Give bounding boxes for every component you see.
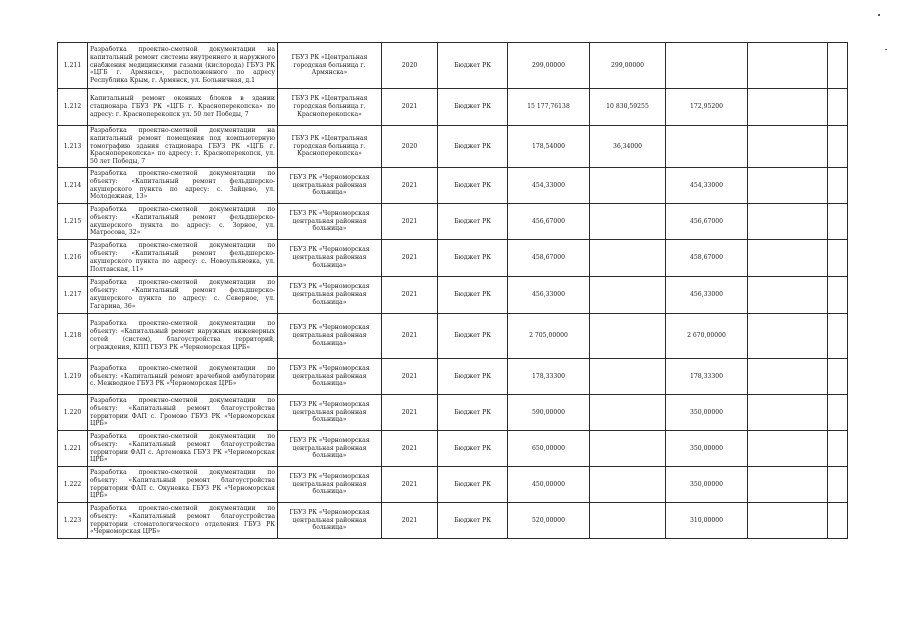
row-organization: ГБУЗ РК «Черноморская центральная районная больница»: [278, 395, 382, 431]
row-organization: ГБУЗ РК «Черноморская центральная районная больница»: [278, 467, 382, 503]
row-value-1: [590, 204, 666, 240]
row-year: 2021: [382, 314, 438, 359]
table-row: [58, 359, 848, 395]
row-value-4: [828, 168, 848, 204]
row-value-1: [590, 359, 666, 395]
row-year: 2021: [382, 277, 438, 314]
row-total: 454,33000: [508, 168, 590, 204]
row-description: Разработка проектно-сметной документации по объекту: «Капитальный ремонт фельдшерско-акушерского пункта по адресу: с. Зайцево, ул. Молодежная, 13»: [88, 168, 278, 204]
row-description: Разработка проектно-сметной документации по объекту: «Капитальный ремонт фельдшерско-акушерского пункта по адресу: с. Зорное, ул. Матросова, 32»: [88, 204, 278, 240]
row-funding-source: Бюджет РК: [438, 359, 508, 395]
row-value-4: [828, 314, 848, 359]
row-value-4: [828, 204, 848, 240]
row-year: 2021: [382, 431, 438, 467]
row-value-4: [828, 89, 848, 126]
row-value-4: [828, 240, 848, 277]
row-total: 650,00000: [508, 431, 590, 467]
row-organization: ГБУЗ РК «Черноморская центральная районная больница»: [278, 240, 382, 277]
row-organization: ГБУЗ РК «Черноморская центральная районная больница»: [278, 277, 382, 314]
row-year: 2021: [382, 467, 438, 503]
row-value-2: 456,33000: [666, 277, 748, 314]
row-value-2: 172,95200: [666, 89, 748, 126]
row-value-2: 178,33300: [666, 359, 748, 395]
row-value-3: [748, 503, 828, 539]
row-year: 2021: [382, 89, 438, 126]
row-organization: ГБУЗ РК «Черноморская центральная районная больница»: [278, 314, 382, 359]
row-description: Разработка проектно-сметной документации по объекту: «Капитальный ремонт благоустройства территории ФАП с. Громово ГБУЗ РК «Черноморская ЦРБ»: [88, 395, 278, 431]
table-row: [58, 89, 848, 126]
row-total: 299,00000: [508, 43, 590, 89]
row-description: Разработка проектно-сметной документации по объекту: «Капитальный ремонт врачебной амбулатории с. Межводное ГБУЗ РК «Черноморская ЦРБ»: [88, 359, 278, 395]
row-funding-source: Бюджет РК: [438, 503, 508, 539]
row-year: 2021: [382, 168, 438, 204]
row-value-2: 350,00000: [666, 395, 748, 431]
row-value-3: [748, 395, 828, 431]
row-description: Разработка проектно-сметной документации по объекту: «Капитальный ремонт наружных инженерных сетей (систем), благоустройства территорий, ограждения, КПП ГБУЗ РК «Черноморская ЦРБ»: [88, 314, 278, 359]
row-number: 1.220: [58, 395, 88, 431]
row-organization: ГБУЗ РК «Центральная городская больница г. Красноперекопска»: [278, 89, 382, 126]
row-value-3: [748, 359, 828, 395]
row-total: 590,00000: [508, 395, 590, 431]
row-funding-source: Бюджет РК: [438, 89, 508, 126]
row-funding-source: Бюджет РК: [438, 277, 508, 314]
row-number: 1.219: [58, 359, 88, 395]
row-value-4: [828, 431, 848, 467]
table-row: [58, 395, 848, 431]
row-year: 2021: [382, 503, 438, 539]
row-value-4: [828, 395, 848, 431]
row-value-3: [748, 168, 828, 204]
row-value-3: [748, 204, 828, 240]
row-total: 520,00000: [508, 503, 590, 539]
row-value-3: [748, 467, 828, 503]
row-number: 1.218: [58, 314, 88, 359]
row-funding-source: Бюджет РК: [438, 126, 508, 168]
row-funding-source: Бюджет РК: [438, 431, 508, 467]
row-year: 2021: [382, 359, 438, 395]
row-value-2: 458,67000: [666, 240, 748, 277]
row-funding-source: Бюджет РК: [438, 43, 508, 89]
row-number: 1.213: [58, 126, 88, 168]
row-value-2: 456,67000: [666, 204, 748, 240]
row-year: 2021: [382, 395, 438, 431]
row-organization: ГБУЗ РК «Черноморская центральная районная больница»: [278, 431, 382, 467]
row-value-2: [666, 43, 748, 89]
table-body: [58, 43, 848, 539]
row-description: Капитальный ремонт оконных блоков в здании стационара ГБУЗ РК «ЦГБ г. Красноперекопска» по адресу: г. Красноперекопск ул. 50 лет Победы, 7: [88, 89, 278, 126]
row-organization: ГБУЗ РК «Черноморская центральная районная больница»: [278, 503, 382, 539]
row-organization: ГБУЗ РК «Черноморская центральная районная больница»: [278, 168, 382, 204]
row-value-2: [666, 126, 748, 168]
row-value-2: 310,00000: [666, 503, 748, 539]
row-value-1: [590, 431, 666, 467]
row-number: 1.221: [58, 431, 88, 467]
table-row: [58, 503, 848, 539]
row-total: 15 177,76138: [508, 89, 590, 126]
row-organization: ГБУЗ РК «Черноморская центральная районная больница»: [278, 204, 382, 240]
row-value-2: 454,33000: [666, 168, 748, 204]
row-value-3: [748, 314, 828, 359]
row-funding-source: Бюджет РК: [438, 314, 508, 359]
row-value-3: [748, 240, 828, 277]
row-number: 1.214: [58, 168, 88, 204]
row-value-2: 350,00000: [666, 431, 748, 467]
row-number: 1.216: [58, 240, 88, 277]
row-funding-source: Бюджет РК: [438, 240, 508, 277]
row-total: 2 705,00000: [508, 314, 590, 359]
row-value-1: [590, 314, 666, 359]
table-row: [58, 467, 848, 503]
table-row: [58, 431, 848, 467]
row-description: Разработка проектно-сметной документации по объекту: «Капитальный ремонт благоустройства территории стоматологического отделения ГБУЗ РК «Черноморская ЦРБ»: [88, 503, 278, 539]
row-value-4: [828, 126, 848, 168]
row-organization: ГБУЗ РК «Центральная городская больница г. Армянска»: [278, 43, 382, 89]
row-value-1: [590, 277, 666, 314]
scan-speck: [878, 14, 880, 16]
row-value-1: [590, 240, 666, 277]
table-row: [58, 240, 848, 277]
row-description: Разработка проектно-сметной документации по объекту: «Капитальный ремонт благоустройства территории ФАП с. Окуневка ГБУЗ РК «Черноморская ЦРБ»: [88, 467, 278, 503]
row-value-4: [828, 43, 848, 89]
row-year: 2021: [382, 204, 438, 240]
row-number: 1.223: [58, 503, 88, 539]
row-total: 456,33000: [508, 277, 590, 314]
row-description: Разработка проектно-сметной документации по объекту: «Капитальный ремонт благоустройства территории ФАП с. Артемовка ГБУЗ РК «Черноморская ЦРБ»: [88, 431, 278, 467]
row-year: 2020: [382, 43, 438, 89]
row-number: 1.222: [58, 467, 88, 503]
row-value-1: 36,34000: [590, 126, 666, 168]
row-funding-source: Бюджет РК: [438, 467, 508, 503]
row-value-2: 2 670,00000: [666, 314, 748, 359]
table-row: [58, 43, 848, 89]
table-row: [58, 204, 848, 240]
budget-table: [57, 42, 848, 539]
row-total: 178,54000: [508, 126, 590, 168]
row-description: Разработка проектно-сметной документации на капитальный ремонт помещения под компьютерную томографию здания стационара ГБУЗ РК «ЦГБ г. Красноперекопска» по адресу: г. Красноперекопск, ул. 50 лет Победы, 7: [88, 126, 278, 168]
row-value-4: [828, 503, 848, 539]
row-value-1: [590, 168, 666, 204]
row-funding-source: Бюджет РК: [438, 168, 508, 204]
row-value-1: 299,00000: [590, 43, 666, 89]
row-number: 1.211: [58, 43, 88, 89]
row-value-4: [828, 277, 848, 314]
row-year: 2021: [382, 240, 438, 277]
scan-speck: [885, 49, 887, 50]
row-organization: ГБУЗ РК «Черноморская центральная районная больница»: [278, 359, 382, 395]
row-value-1: [590, 395, 666, 431]
table-row: [58, 314, 848, 359]
row-total: 456,67000: [508, 204, 590, 240]
row-value-3: [748, 431, 828, 467]
row-year: 2020: [382, 126, 438, 168]
row-number: 1.212: [58, 89, 88, 126]
row-total: 450,00000: [508, 467, 590, 503]
row-value-3: [748, 277, 828, 314]
row-value-1: 10 830,59255: [590, 89, 666, 126]
row-number: 1.215: [58, 204, 88, 240]
row-value-4: [828, 467, 848, 503]
row-description: Разработка проектно-сметной документации на капитальный ремонт системы внутреннего и наружного снабжения медицинскими газами (кислорода) ГБУЗ РК «ЦГБ г. Армянск», расположенного по адресу Республика Крым, г. Армянск, ул. Больничная, д.1: [88, 43, 278, 89]
row-value-2: 350,00000: [666, 467, 748, 503]
row-description: Разработка проектно-сметной документации по объекту: «Капитальный ремонт фельдшерско-акушерского пункта по адресу: с. Новоульяновка, ул. Полтавская, 11»: [88, 240, 278, 277]
row-organization: ГБУЗ РК «Центральная городская больница г. Красноперекопска»: [278, 126, 382, 168]
row-total: 178,33300: [508, 359, 590, 395]
row-funding-source: Бюджет РК: [438, 395, 508, 431]
row-value-3: [748, 126, 828, 168]
row-value-4: [828, 359, 848, 395]
row-value-1: [590, 503, 666, 539]
row-number: 1.217: [58, 277, 88, 314]
row-description: Разработка проектно-сметной документации по объекту: «Капитальный ремонт фельдшерско-акушерского пункта по адресу: с. Северное, ул. Гагарина, 36»: [88, 277, 278, 314]
row-value-1: [590, 467, 666, 503]
row-value-3: [748, 89, 828, 126]
row-value-3: [748, 43, 828, 89]
table-row: [58, 277, 848, 314]
row-funding-source: Бюджет РК: [438, 204, 508, 240]
table-row: [58, 126, 848, 168]
row-total: 458,67000: [508, 240, 590, 277]
table-row: [58, 168, 848, 204]
